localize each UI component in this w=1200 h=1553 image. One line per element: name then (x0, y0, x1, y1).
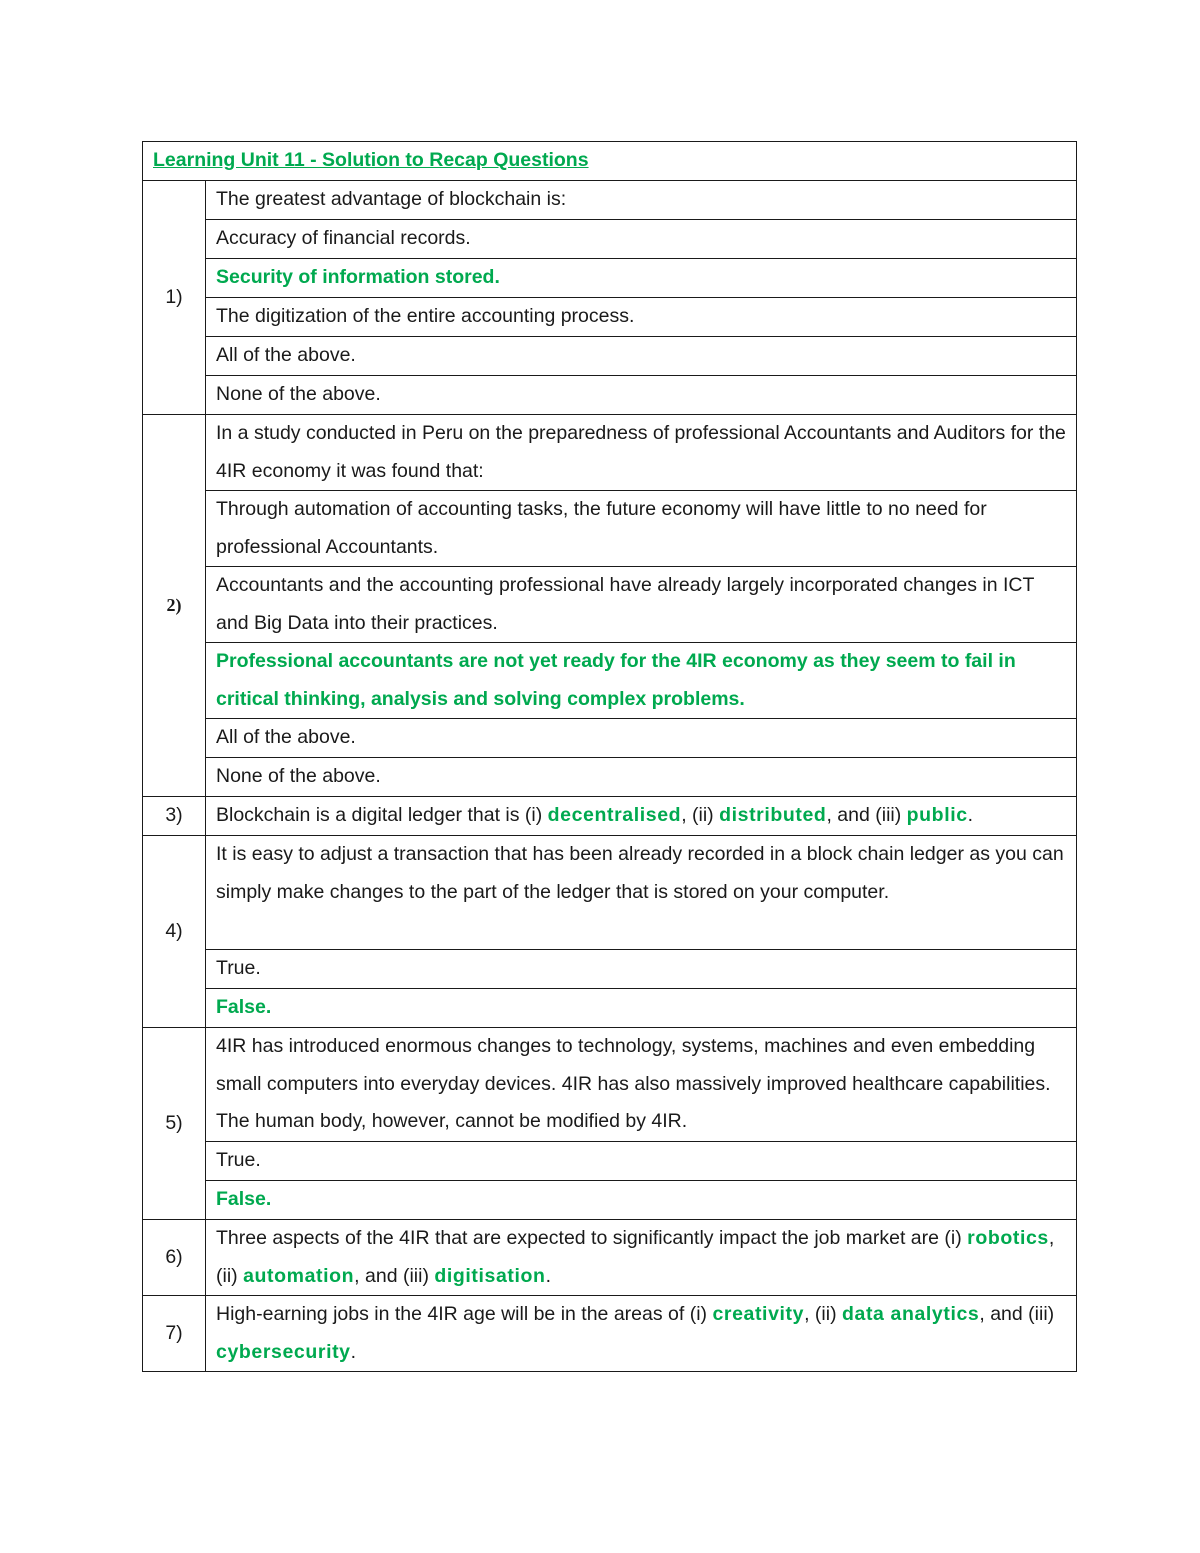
q3-answer: decentralised (547, 804, 682, 826)
question-text-fragment: . (545, 1264, 551, 1287)
q2-option: All of the above. (206, 719, 1077, 758)
title-cell (143, 142, 1077, 181)
table-title: Learning Unit 11 - Solution to Recap Questions (153, 149, 589, 171)
question-text-fragment: Three aspects of the 4IR that are expected to significantly impact the job market are (i) (216, 1227, 968, 1249)
q2-option: Accountants and the accounting professional have already largely incorporated changes in ICT and Big Data into their practices. (206, 567, 1077, 643)
recap-table (142, 141, 1077, 1372)
question-text-fragment: Blockchain is a digital ledger that is (i) (216, 804, 548, 826)
q4-option: True. (206, 950, 1077, 989)
q5-option: True. (206, 1142, 1077, 1181)
q1-option: None of the above. (206, 376, 1077, 415)
q6-answer: digitisation (434, 1264, 546, 1287)
q5-correct-option: False. (206, 1181, 1077, 1220)
question-text-fragment: . (350, 1340, 357, 1363)
q2-option: Through automation of accounting tasks, the future economy will have little to no need for professional Accountants. (206, 491, 1077, 567)
q4-row (143, 836, 1077, 950)
q5-row (143, 1028, 1077, 1142)
q1-stem: The greatest advantage of blockchain is: (206, 181, 1077, 220)
q3-text (206, 797, 1077, 836)
q2-stem: In a study conducted in Peru on the preparedness of professional Accountants and Auditors for the 4IR economy it was found that: (206, 415, 1077, 491)
q6-answer: automation (243, 1264, 355, 1287)
q3-row (143, 797, 1077, 836)
q1-option: Accuracy of financial records. (206, 220, 1077, 259)
q7-text (206, 1296, 1077, 1372)
q7-number: 7) (143, 1296, 206, 1372)
q2-option: None of the above. (206, 758, 1077, 797)
q6-row (143, 1220, 1077, 1296)
q1-correct-option: Security of information stored. (206, 259, 1077, 298)
q1-number: 1) (143, 181, 206, 415)
q4-number: 4) (143, 836, 206, 1028)
q7-answer: creativity (712, 1303, 805, 1325)
question-text-fragment: , and (iii) (354, 1264, 435, 1287)
q2-number: 2) (143, 415, 206, 797)
q1-option: The digitization of the entire accounting process. (206, 298, 1077, 337)
question-text-fragment: High-earning jobs in the 4IR age will be in the areas of (i) (216, 1303, 713, 1325)
q2-correct-option: Professional accountants are not yet ready for the 4IR economy as they seem to fail in critical thinking, analysis and solving complex problems. (206, 643, 1077, 719)
q1-option: All of the above. (206, 337, 1077, 376)
q7-answer: data analytics (841, 1303, 980, 1325)
q7-row (143, 1296, 1077, 1372)
q5-number: 5) (143, 1028, 206, 1220)
q7-answer: cybersecurity (216, 1340, 351, 1363)
question-text-fragment: . (967, 804, 974, 826)
question-text-fragment: , and (iii) (979, 1303, 1055, 1325)
question-text-fragment: , (ii) (216, 1227, 1055, 1287)
q4-correct-option: False. (206, 989, 1077, 1028)
question-text-fragment: , (ii) (681, 804, 720, 826)
question-text-fragment: , and (iii) (826, 804, 907, 826)
q6-text (206, 1220, 1077, 1296)
q6-answer: robotics (967, 1227, 1049, 1249)
title-row (143, 142, 1077, 181)
q2-row (143, 415, 1077, 491)
q4-stem: It is easy to adjust a transaction that has been already recorded in a block chain ledger as you can simply make changes to the part of the ledger that is stored on your computer. (206, 836, 1077, 950)
q3-number: 3) (143, 797, 206, 836)
question-text-fragment: , (ii) (804, 1303, 842, 1325)
q3-answer: public (906, 804, 968, 826)
q6-number: 6) (143, 1220, 206, 1296)
q1-row (143, 181, 1077, 220)
q3-answer: distributed (719, 804, 827, 826)
q5-stem: 4IR has introduced enormous changes to technology, systems, machines and even embedding small computers into everyday devices. 4IR has also massively improved healthcare capabilities. The human body, however, cannot be modified by 4IR. (206, 1028, 1077, 1142)
